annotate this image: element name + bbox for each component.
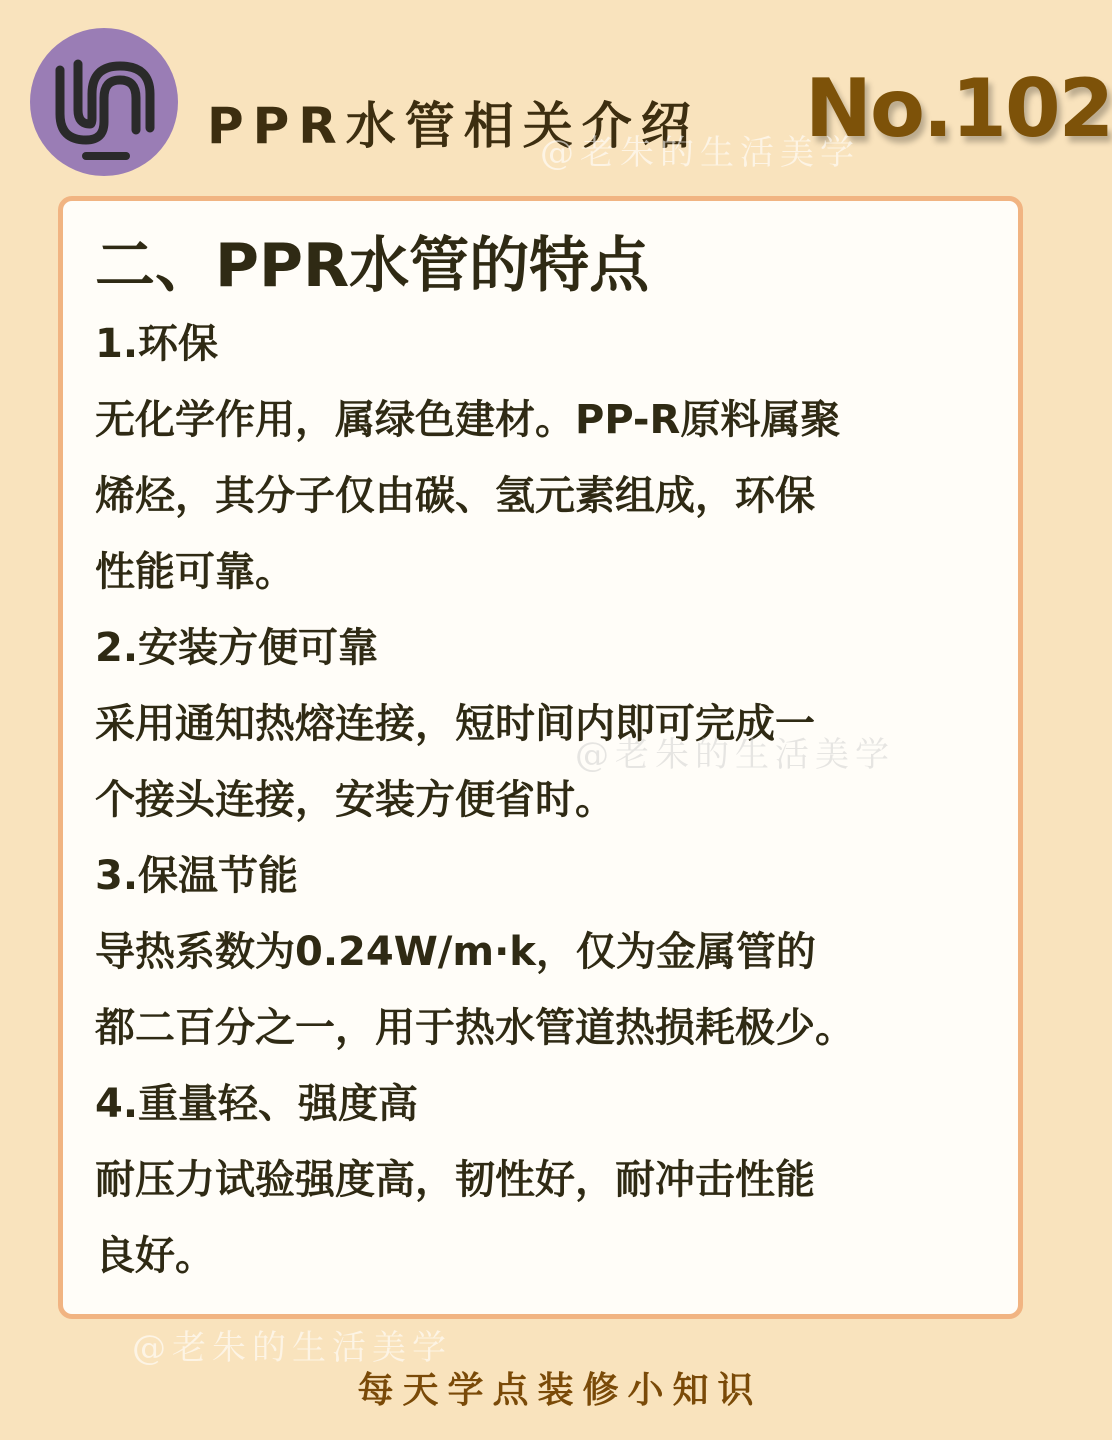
section-title: 二、PPR水管的特点 [95, 231, 650, 301]
watermark: @老朱的生活美学 [575, 735, 895, 775]
page-title: PPR水管相关介绍 [207, 97, 700, 155]
list-item [95, 1066, 1030, 1294]
item-text [95, 914, 1030, 1066]
brand-logo [30, 28, 178, 176]
wave-logo-icon [30, 28, 178, 176]
text-line: 个接头连接，安装方便省时。 [95, 777, 615, 823]
item-heading: 4.重量轻、强度高 [95, 1081, 419, 1127]
text-line: 良好。 [95, 1233, 215, 1279]
item-text [95, 382, 1030, 610]
watermark: @老朱的生活美学 [540, 133, 860, 173]
text-line: 性能可靠。 [95, 549, 295, 595]
footer-tagline: 每天学点装修小知识 [357, 1370, 763, 1411]
item-heading: 2.安装方便可靠 [95, 625, 379, 671]
item-heading: 1.环保 [95, 321, 219, 367]
text-line: 采用通知热熔连接，短时间内即可完成一 [95, 701, 815, 747]
text-line: 耐压力试验强度高，韧性好，耐冲击性能 [95, 1157, 815, 1203]
text-line: 无化学作用，属绿色建材。PP-R原料属聚 [95, 397, 841, 443]
text-line: 都二百分之一，用于热水管道热损耗极少。 [95, 1005, 855, 1051]
text-line: 导热系数为0.24W/m·k，仅为金属管的 [95, 929, 816, 975]
list-item [95, 306, 1030, 610]
item-heading: 3.保温节能 [95, 853, 299, 899]
list-item [95, 838, 1030, 1066]
list-item [95, 610, 1030, 838]
issue-number: No.102 [805, 62, 1112, 155]
text-line: 烯烃，其分子仅由碳、氢元素组成，环保 [95, 473, 815, 519]
item-text [95, 1142, 1030, 1294]
watermark: @老朱的生活美学 [132, 1328, 452, 1368]
